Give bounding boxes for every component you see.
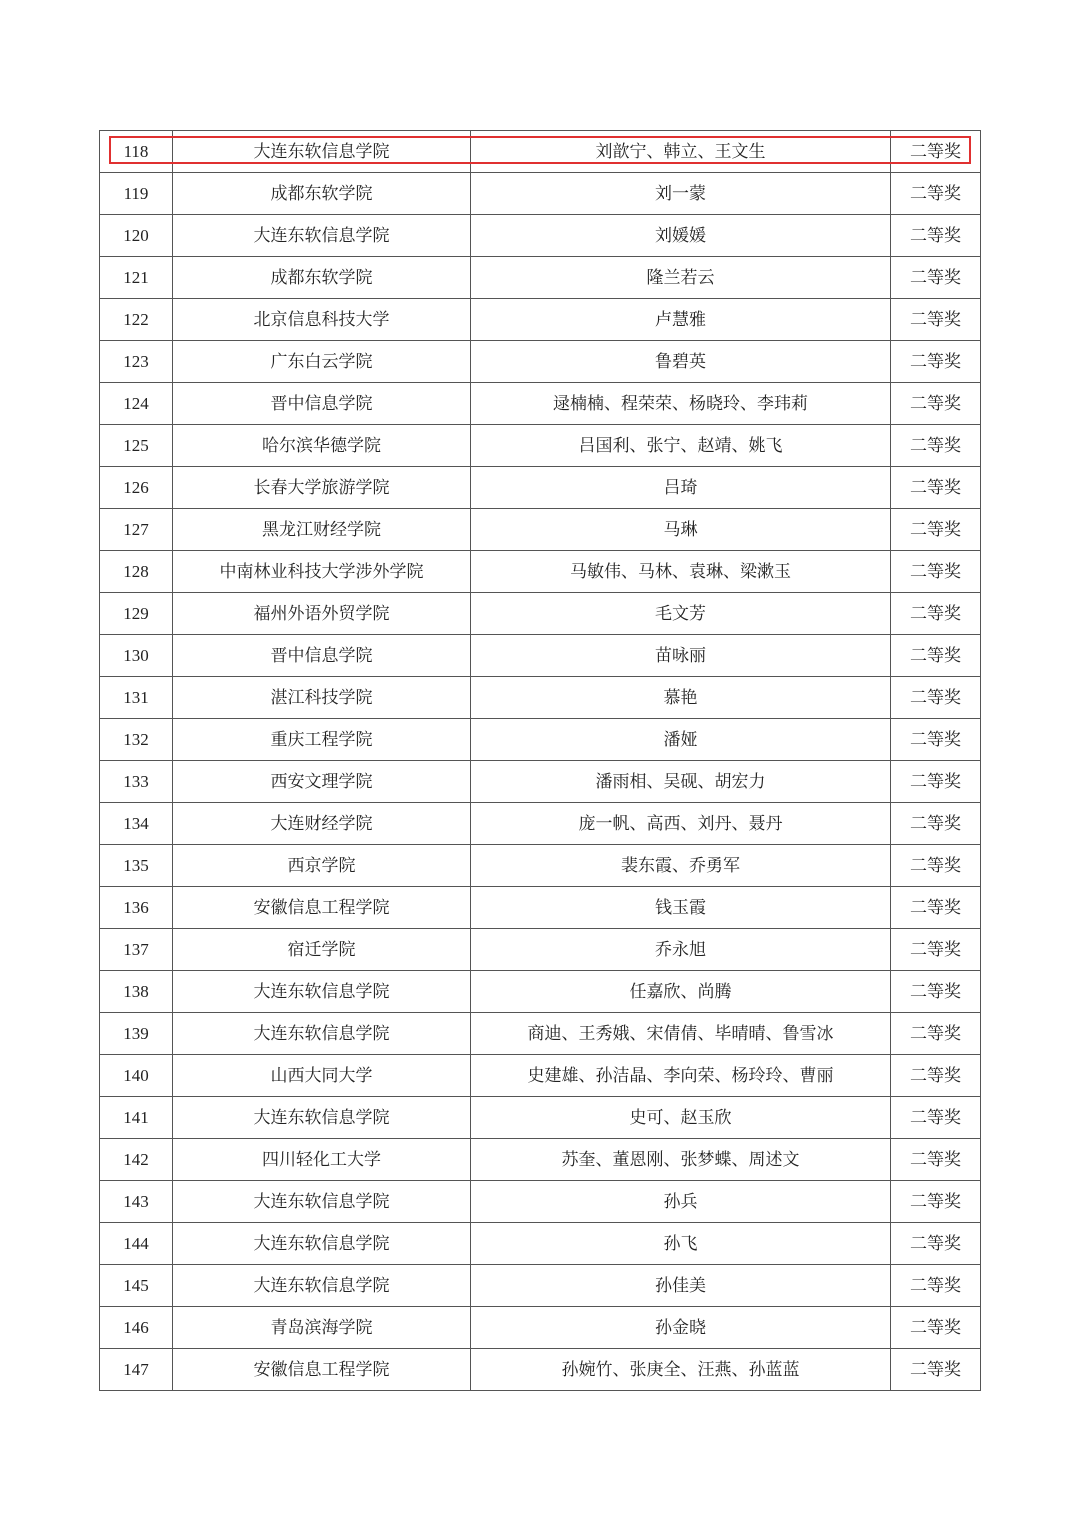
cell-award: 二等奖 xyxy=(891,383,981,425)
table-row xyxy=(100,719,981,761)
cell-school: 青岛滨海学院 xyxy=(173,1307,471,1349)
cell-school: 大连财经学院 xyxy=(173,803,471,845)
table-row xyxy=(100,677,981,719)
cell-names: 钱玉霞 xyxy=(471,887,891,929)
cell-names: 孙婉竹、张庚全、汪燕、孙蓝蓝 xyxy=(471,1349,891,1391)
cell-award: 二等奖 xyxy=(891,509,981,551)
table-row xyxy=(100,887,981,929)
table-row xyxy=(100,803,981,845)
award-table xyxy=(99,130,981,1391)
cell-number: 147 xyxy=(100,1349,173,1391)
cell-award: 二等奖 xyxy=(891,173,981,215)
cell-number: 143 xyxy=(100,1181,173,1223)
cell-school: 晋中信息学院 xyxy=(173,383,471,425)
cell-number: 121 xyxy=(100,257,173,299)
cell-school: 大连东软信息学院 xyxy=(173,131,471,173)
cell-names: 逯楠楠、程荣荣、杨晓玲、李玮莉 xyxy=(471,383,891,425)
table-row xyxy=(100,929,981,971)
cell-award: 二等奖 xyxy=(891,1013,981,1055)
cell-school: 晋中信息学院 xyxy=(173,635,471,677)
cell-award: 二等奖 xyxy=(891,1265,981,1307)
cell-names: 裴东霞、乔勇军 xyxy=(471,845,891,887)
table-row xyxy=(100,173,981,215)
table-row xyxy=(100,257,981,299)
cell-names: 苗咏丽 xyxy=(471,635,891,677)
cell-names: 乔永旭 xyxy=(471,929,891,971)
cell-number: 125 xyxy=(100,425,173,467)
cell-award: 二等奖 xyxy=(891,1349,981,1391)
cell-names: 隆兰若云 xyxy=(471,257,891,299)
cell-award: 二等奖 xyxy=(891,299,981,341)
cell-number: 129 xyxy=(100,593,173,635)
cell-names: 庞一帆、高西、刘丹、聂丹 xyxy=(471,803,891,845)
cell-number: 122 xyxy=(100,299,173,341)
cell-names: 潘娅 xyxy=(471,719,891,761)
cell-number: 124 xyxy=(100,383,173,425)
cell-number: 144 xyxy=(100,1223,173,1265)
table-row xyxy=(100,383,981,425)
table-row xyxy=(100,1265,981,1307)
cell-school: 大连东软信息学院 xyxy=(173,1013,471,1055)
cell-award: 二等奖 xyxy=(891,1139,981,1181)
cell-award: 二等奖 xyxy=(891,1223,981,1265)
cell-award: 二等奖 xyxy=(891,1181,981,1223)
cell-names: 卢慧雅 xyxy=(471,299,891,341)
cell-school: 北京信息科技大学 xyxy=(173,299,471,341)
cell-number: 120 xyxy=(100,215,173,257)
cell-award: 二等奖 xyxy=(891,719,981,761)
table-row xyxy=(100,1307,981,1349)
cell-names: 马琳 xyxy=(471,509,891,551)
cell-award: 二等奖 xyxy=(891,425,981,467)
table-row xyxy=(100,1013,981,1055)
cell-number: 142 xyxy=(100,1139,173,1181)
cell-award: 二等奖 xyxy=(891,761,981,803)
cell-award: 二等奖 xyxy=(891,593,981,635)
table-row xyxy=(100,845,981,887)
cell-award: 二等奖 xyxy=(891,215,981,257)
cell-names: 潘雨相、吴砚、胡宏力 xyxy=(471,761,891,803)
cell-school: 安徽信息工程学院 xyxy=(173,887,471,929)
cell-names: 任嘉欣、尚腾 xyxy=(471,971,891,1013)
cell-school: 大连东软信息学院 xyxy=(173,1223,471,1265)
table-row xyxy=(100,971,981,1013)
cell-number: 131 xyxy=(100,677,173,719)
table-row xyxy=(100,593,981,635)
cell-award: 二等奖 xyxy=(891,257,981,299)
cell-award: 二等奖 xyxy=(891,887,981,929)
table-row xyxy=(100,299,981,341)
cell-award: 二等奖 xyxy=(891,635,981,677)
cell-names: 刘媛媛 xyxy=(471,215,891,257)
cell-number: 137 xyxy=(100,929,173,971)
cell-school: 西京学院 xyxy=(173,845,471,887)
cell-school: 宿迁学院 xyxy=(173,929,471,971)
cell-award: 二等奖 xyxy=(891,131,981,173)
cell-school: 重庆工程学院 xyxy=(173,719,471,761)
table-row xyxy=(100,635,981,677)
cell-names: 刘一蒙 xyxy=(471,173,891,215)
cell-number: 128 xyxy=(100,551,173,593)
cell-school: 安徽信息工程学院 xyxy=(173,1349,471,1391)
table-row xyxy=(100,551,981,593)
cell-award: 二等奖 xyxy=(891,971,981,1013)
cell-award: 二等奖 xyxy=(891,1307,981,1349)
table-row xyxy=(100,467,981,509)
cell-names: 史建雄、孙洁晶、李向荣、杨玲玲、曹丽 xyxy=(471,1055,891,1097)
cell-school: 四川轻化工大学 xyxy=(173,1139,471,1181)
cell-number: 135 xyxy=(100,845,173,887)
cell-number: 140 xyxy=(100,1055,173,1097)
cell-award: 二等奖 xyxy=(891,929,981,971)
table-row xyxy=(100,761,981,803)
cell-number: 119 xyxy=(100,173,173,215)
cell-award: 二等奖 xyxy=(891,677,981,719)
cell-names: 马敏伟、马林、袁琳、梁漱玉 xyxy=(471,551,891,593)
cell-award: 二等奖 xyxy=(891,467,981,509)
cell-school: 大连东软信息学院 xyxy=(173,971,471,1013)
cell-school: 西安文理学院 xyxy=(173,761,471,803)
cell-number: 132 xyxy=(100,719,173,761)
cell-number: 126 xyxy=(100,467,173,509)
cell-school: 大连东软信息学院 xyxy=(173,1265,471,1307)
award-table-body xyxy=(100,131,981,1391)
cell-names: 慕艳 xyxy=(471,677,891,719)
cell-number: 130 xyxy=(100,635,173,677)
cell-award: 二等奖 xyxy=(891,845,981,887)
cell-number: 118 xyxy=(100,131,173,173)
cell-names: 吕国利、张宁、赵靖、姚飞 xyxy=(471,425,891,467)
cell-names: 鲁碧英 xyxy=(471,341,891,383)
cell-school: 大连东软信息学院 xyxy=(173,1097,471,1139)
cell-number: 133 xyxy=(100,761,173,803)
cell-school: 大连东软信息学院 xyxy=(173,1181,471,1223)
cell-school: 福州外语外贸学院 xyxy=(173,593,471,635)
cell-names: 吕琦 xyxy=(471,467,891,509)
cell-award: 二等奖 xyxy=(891,1055,981,1097)
cell-names: 毛文芳 xyxy=(471,593,891,635)
cell-names: 孙兵 xyxy=(471,1181,891,1223)
cell-names: 苏奎、董恩刚、张梦蝶、周述文 xyxy=(471,1139,891,1181)
cell-school: 哈尔滨华德学院 xyxy=(173,425,471,467)
cell-number: 127 xyxy=(100,509,173,551)
table-row xyxy=(100,341,981,383)
cell-number: 134 xyxy=(100,803,173,845)
cell-school: 大连东软信息学院 xyxy=(173,215,471,257)
table-row xyxy=(100,1097,981,1139)
cell-names: 史可、赵玉欣 xyxy=(471,1097,891,1139)
cell-school: 广东白云学院 xyxy=(173,341,471,383)
table-row xyxy=(100,131,981,173)
cell-award: 二等奖 xyxy=(891,551,981,593)
cell-award: 二等奖 xyxy=(891,803,981,845)
cell-number: 146 xyxy=(100,1307,173,1349)
table-row xyxy=(100,1139,981,1181)
cell-school: 成都东软学院 xyxy=(173,257,471,299)
cell-school: 黑龙江财经学院 xyxy=(173,509,471,551)
table-row xyxy=(100,215,981,257)
cell-school: 山西大同大学 xyxy=(173,1055,471,1097)
cell-names: 刘歆宁、韩立、王文生 xyxy=(471,131,891,173)
cell-award: 二等奖 xyxy=(891,341,981,383)
table-row xyxy=(100,1181,981,1223)
cell-school: 湛江科技学院 xyxy=(173,677,471,719)
cell-names: 孙金晓 xyxy=(471,1307,891,1349)
table-row xyxy=(100,1055,981,1097)
cell-names: 商迪、王秀娥、宋倩倩、毕晴晴、鲁雪冰 xyxy=(471,1013,891,1055)
cell-school: 长春大学旅游学院 xyxy=(173,467,471,509)
cell-number: 123 xyxy=(100,341,173,383)
cell-number: 136 xyxy=(100,887,173,929)
table-row xyxy=(100,425,981,467)
table-row xyxy=(100,1349,981,1391)
cell-school: 成都东软学院 xyxy=(173,173,471,215)
cell-names: 孙佳美 xyxy=(471,1265,891,1307)
cell-award: 二等奖 xyxy=(891,1097,981,1139)
cell-school: 中南林业科技大学涉外学院 xyxy=(173,551,471,593)
cell-number: 139 xyxy=(100,1013,173,1055)
table-row xyxy=(100,509,981,551)
table-row xyxy=(100,1223,981,1265)
cell-names: 孙飞 xyxy=(471,1223,891,1265)
cell-number: 138 xyxy=(100,971,173,1013)
cell-number: 145 xyxy=(100,1265,173,1307)
cell-number: 141 xyxy=(100,1097,173,1139)
